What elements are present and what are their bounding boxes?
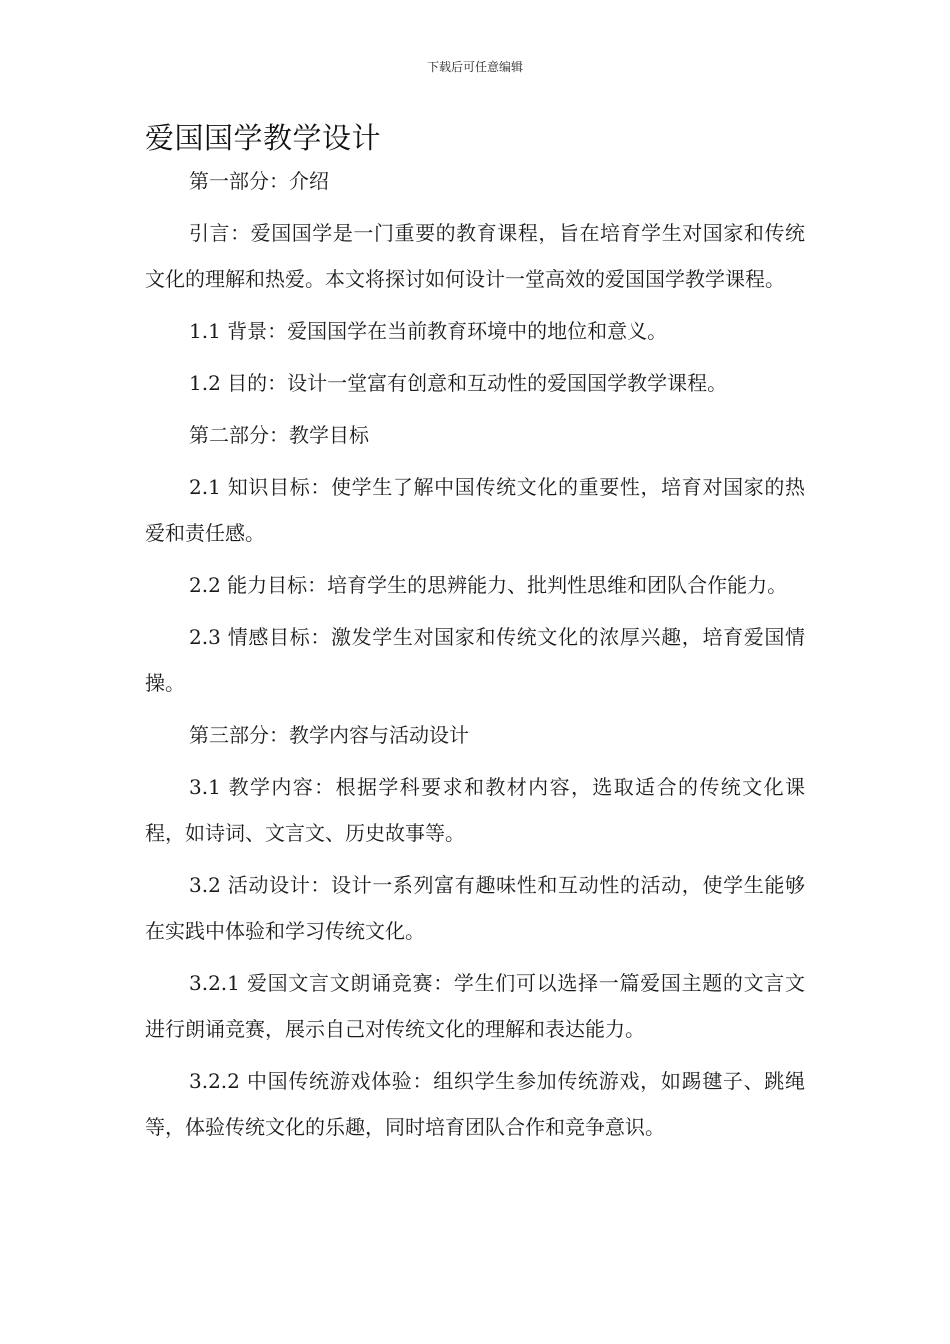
intro-paragraph: 引言：爱国国学是一门重要的教育课程，旨在培育学生对国家和传统文化的理解和热爱。本文将探讨如何设计一堂高效的爱国国学教学课程。 — [145, 221, 805, 291]
paragraph-3-2-2: 3.2.2 中国传统游戏体验：组织学生参加传统游戏，如踢毽子、跳绳等，体验传统文化的乐趣，同时培育团队合作和竞争意识。 — [145, 1069, 805, 1139]
document-body — [145, 158, 805, 1156]
paragraph-3-1: 3.1 教学内容：根据学科要求和教材内容，选取适合的传统文化课程，如诗词、文言文、历史故事等。 — [145, 775, 805, 845]
paragraph-2-2: 2.2 能力目标：培育学生的思辨能力、批判性思维和团队合作能力。 — [189, 573, 788, 597]
paragraph-2-1: 2.1 知识目标：使学生了解中国传统文化的重要性，培育对国家的热爱和责任感。 — [145, 475, 805, 545]
document-title: 爱国国学教学设计 — [145, 121, 382, 155]
section-heading-2: 第二部分：教学目标 — [189, 423, 369, 447]
paragraph-2-3: 2.3 情感目标：激发学生对国家和传统文化的浓厚兴趣，培育爱国情操。 — [145, 625, 805, 695]
paragraph-3-2-1: 3.2.1 爱国文言文朗诵竞赛：学生们可以选择一篇爱国主题的文言文进行朗诵竞赛，展示自己对传统文化的理解和表达能力。 — [145, 971, 805, 1041]
section-heading-1: 第一部分：介绍 — [189, 169, 329, 193]
section-heading-3: 第三部分：教学内容与活动设计 — [189, 723, 469, 747]
paragraph-3-2: 3.2 活动设计：设计一系列富有趣味性和互动性的活动，使学生能够在实践中体验和学习传统文化。 — [145, 873, 805, 943]
header-note: 下载后可任意编辑 — [426, 60, 523, 74]
paragraph-1-2: 1.2 目的：设计一堂富有创意和互动性的爱国国学教学课程。 — [189, 371, 728, 395]
paragraph-1-1: 1.1 背景：爱国国学在当前教育环境中的地位和意义。 — [189, 319, 668, 343]
